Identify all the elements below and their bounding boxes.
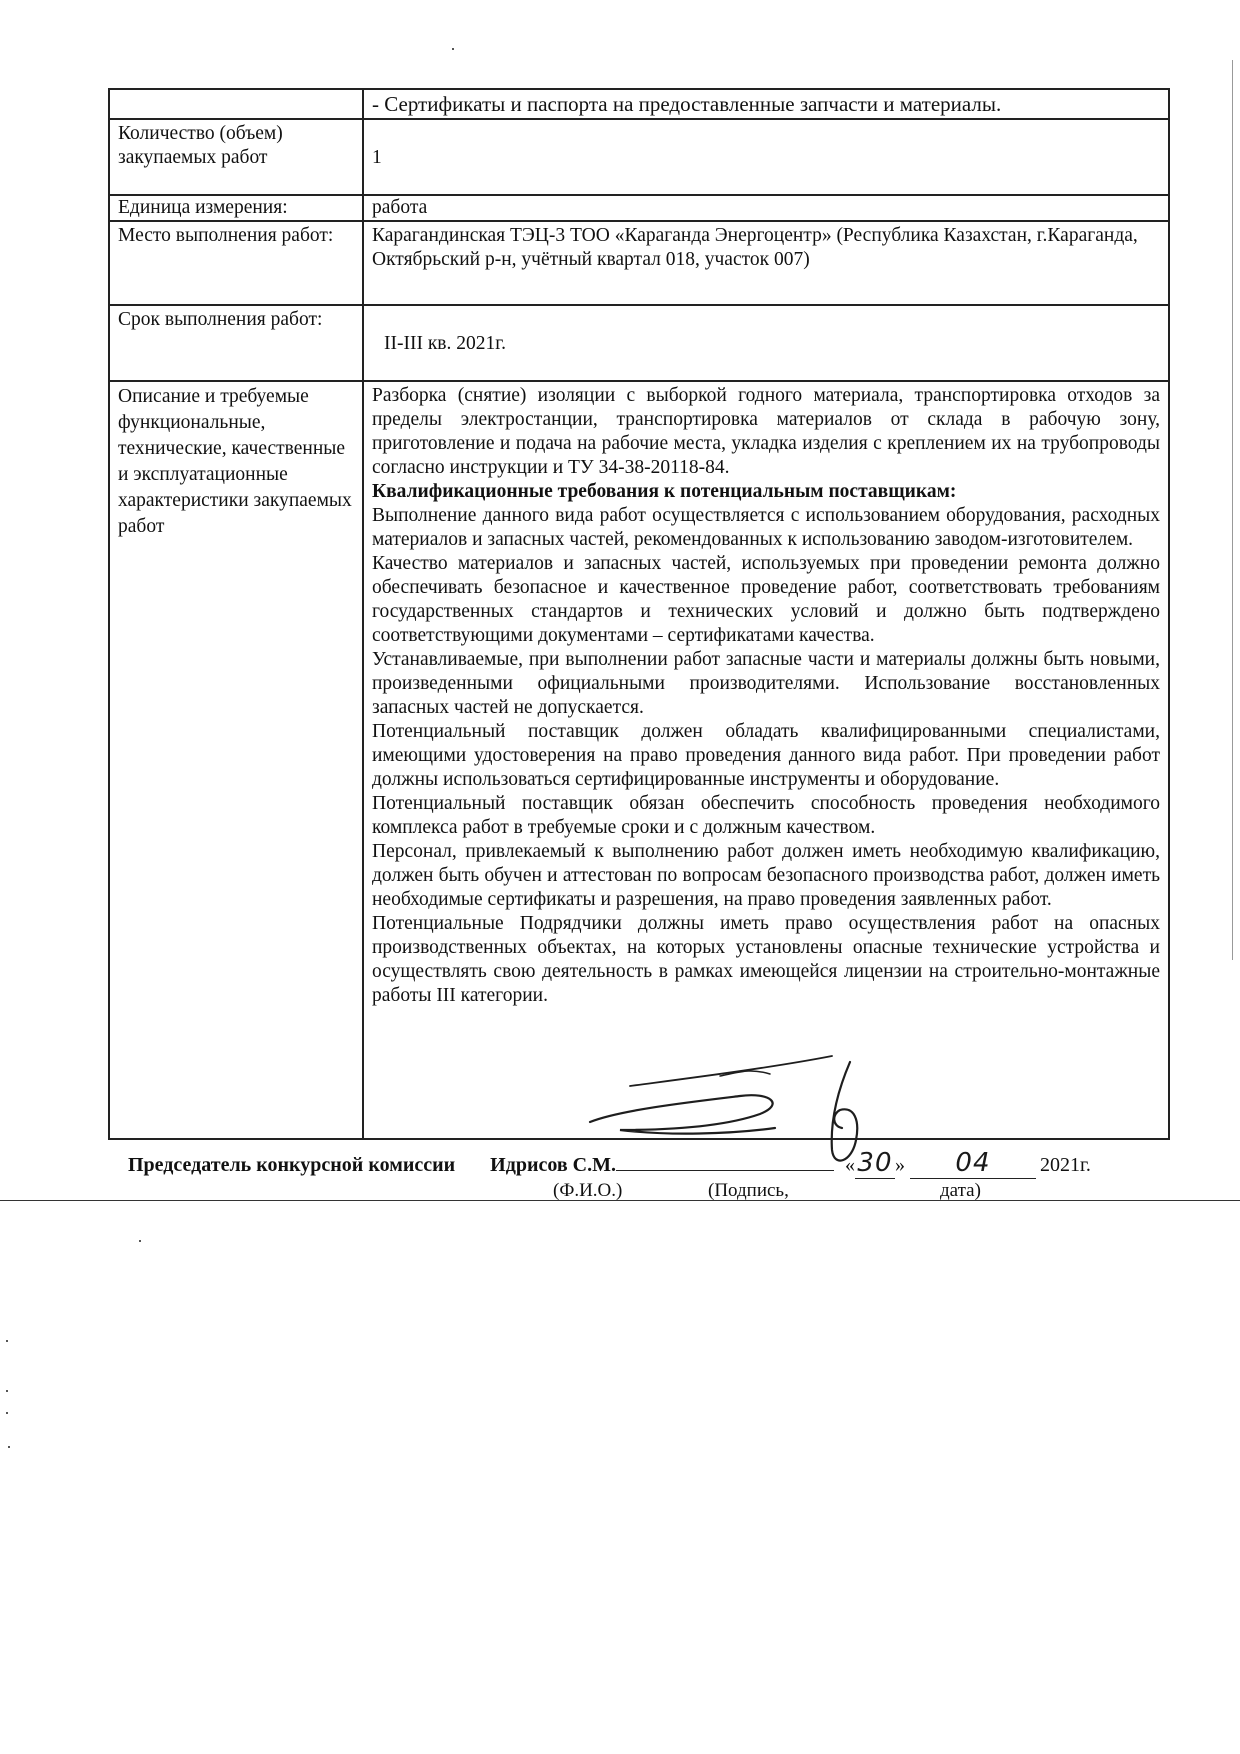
signature-underline [616, 1150, 834, 1171]
table-row-certificates [109, 89, 1169, 119]
date-month: 04 [955, 1148, 991, 1178]
term-value: II-III кв. 2021г. [363, 305, 1169, 381]
qualification-paragraph: Устанавливаемые, при выполнении работ запасные части и материалы должны быть новыми, произведенными официальными производителями. Использование восстановленных запасных частей не допускается. [372, 649, 1160, 718]
table-row-place [109, 221, 1169, 305]
term-label: Срок выполнения работ: [109, 305, 363, 381]
date-quote-open: « [844, 1154, 855, 1176]
qualification-paragraph: Потенциальный поставщик обязан обеспечить способность проведения необходимого комплекса работ в требуемые сроки и с должным качеством. [372, 793, 1160, 838]
qualification-paragraph: Персонал, привлекаемый к выполнению работ должен иметь необходимую квалификацию, должен быть обучен и аттестован по вопросам безопасного производства работ, должен иметь необходимые сертификаты и разрешения, на право проведения заявленных работ. [372, 841, 1160, 910]
qualification-heading: Квалификационные требования к потенциальным поставщикам: [372, 481, 957, 502]
quantity-value: 1 [363, 119, 1169, 195]
date-day-field [855, 1148, 895, 1179]
date-month-field [910, 1148, 1036, 1179]
requirements-table [108, 88, 1170, 1140]
place-value: Карагандинская ТЭЦ-3 ТОО «Караганда Энергоцентр» (Республика Казахстан, г.Караганда, Октябрьский р-н, учётный квартал 018, участок 007) [363, 221, 1169, 305]
table-row-description [109, 381, 1169, 1139]
date-caption: дата) [940, 1180, 981, 1201]
description-intro: Разборка (снятие) изоляции с выборкой годного материала, транспортировка отходов за пределы электростанции, транспортировка материалов от склада в рабочую зону, приготовление и подача на рабочие места, укладка изделия с креплением их на трубопроводы согласно инструкции и ТУ 34-38-20118-84. [372, 385, 1160, 478]
signature-line [128, 1148, 1158, 1179]
qualification-paragraph: Потенциальные Подрядчики должны иметь право осуществления работ на опасных производственных объектах, на которых установлены опасные технические устройства и осуществлять свою деятельность в рамках имеющейся лицензии на строительно-монтажные работы III категории. [372, 913, 1160, 1006]
date-day: 30 [857, 1148, 893, 1178]
certificates-value: - Сертификаты и паспорта на предоставленные запчасти и материалы. [363, 89, 1169, 119]
page-rule [0, 1200, 1240, 1201]
table-row-quantity [109, 119, 1169, 195]
row-label [109, 89, 363, 119]
chairman-name: Идрисов С.М. [490, 1154, 616, 1176]
description-value [363, 381, 1169, 1139]
date-year: 2021г. [1039, 1154, 1091, 1176]
sign-caption: (Подпись, [708, 1180, 789, 1201]
fio-caption: (Ф.И.О.) [553, 1180, 623, 1201]
unit-value: работа [363, 195, 1169, 221]
qualification-paragraph: Потенциальный поставщик должен обладать квалифицированными специалистами, имеющими удостоверения на право проведения данного вида работ. При проведении работ должны использоваться сертифицированные инструменты и оборудование. [372, 721, 1160, 790]
place-label: Место выполнения работ: [109, 221, 363, 305]
unit-label: Единица измерения: [109, 195, 363, 221]
description-label: Описание и требуемые функциональные, технические, качественные и эксплуатационные характеристики закупаемых работ [109, 381, 363, 1139]
date-quote-close: » [894, 1154, 905, 1176]
quantity-label: Количество (объем) закупаемых работ [109, 119, 363, 195]
qualification-paragraph: Качество материалов и запасных частей, используемых при проведении ремонта должно обеспечивать безопасное и качественное проведение работ, соответствовать требованиям государственных стандартов и технических условий и должно быть подтверждено соответствующими документами – сертификатами качества. [372, 553, 1160, 646]
chairman-title: Председатель конкурсной комиссии [128, 1154, 456, 1176]
table-row-unit [109, 195, 1169, 221]
qualification-paragraph: Выполнение данного вида работ осуществляется с использованием оборудования, расходных материалов и запасных частей, рекомендованных к использованию заводом-изготовителем. [372, 505, 1160, 550]
table-row-term [109, 305, 1169, 381]
